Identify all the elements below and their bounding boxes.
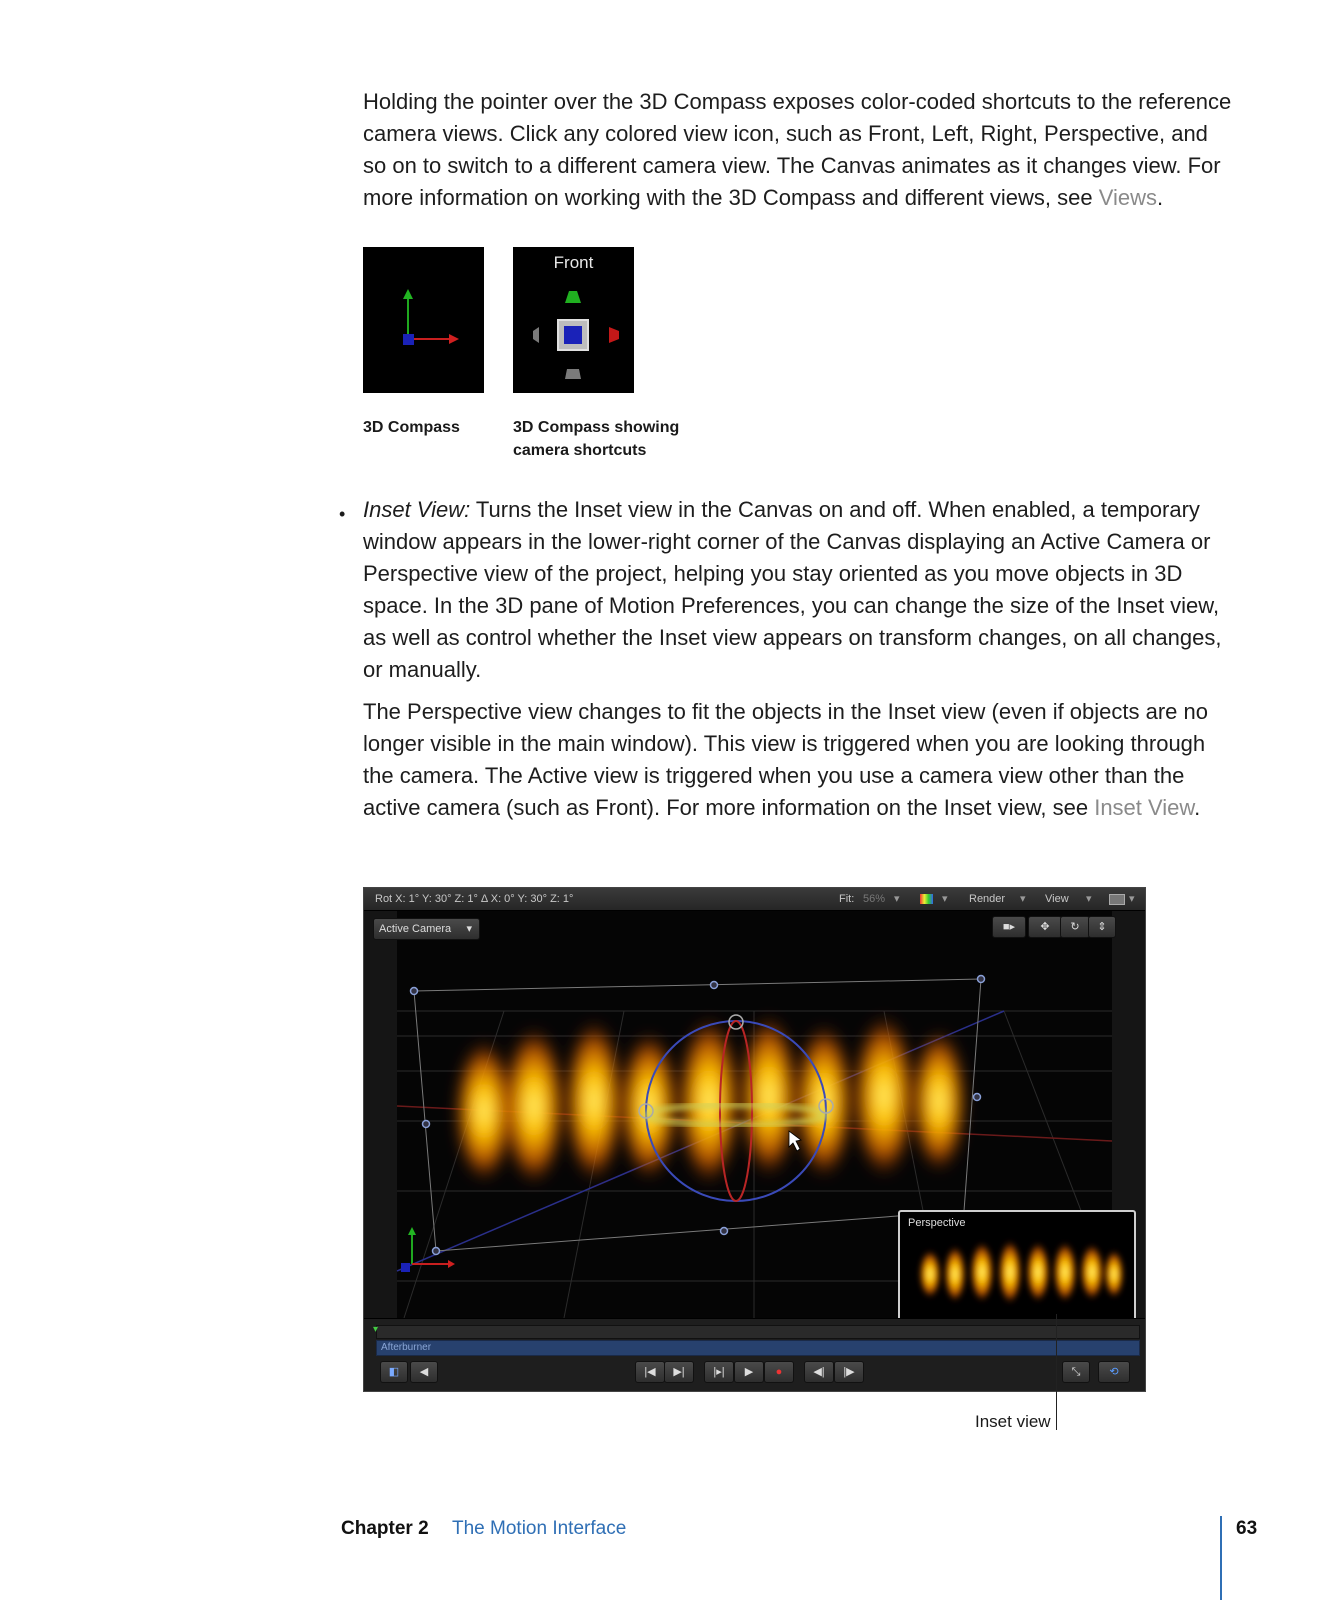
- bullet-term: Inset View:: [363, 497, 471, 522]
- front-label: Front: [553, 253, 594, 272]
- camera-menu[interactable]: Active Camera ▾: [373, 918, 480, 940]
- right-view-icon[interactable]: [609, 327, 619, 343]
- render-menu[interactable]: Render: [969, 893, 1006, 905]
- camera-dropdown-icon: ▾: [466, 923, 472, 935]
- inset-callout-line: [1056, 1314, 1057, 1430]
- fullscreen-icon[interactable]: ⤡: [1062, 1361, 1090, 1383]
- layout-icon[interactable]: [1109, 894, 1125, 905]
- fit-dropdown-icon[interactable]: ▾: [894, 893, 900, 905]
- para2-text: The Perspective view changes to fit the objects in the Inset view (even if objects are no longer visible in the main window). This view is triggered when you are looking through the camera. The Active view is triggered when you use a camera view other than the active camera (such as Front). For more information on the Inset view, see: [363, 699, 1209, 820]
- view-dropdown-icon[interactable]: ▾: [1086, 893, 1092, 905]
- step-frame-icon[interactable]: |▸|: [704, 1361, 734, 1383]
- view-menu[interactable]: View: [1045, 893, 1069, 905]
- clip-bar[interactable]: [376, 1340, 1140, 1356]
- audio-icon[interactable]: ◀: [410, 1361, 438, 1383]
- shortcuts-caption-2: camera shortcuts: [513, 442, 647, 459]
- playhead-icon[interactable]: ▾: [373, 1324, 379, 1335]
- left-view-icon[interactable]: [533, 327, 539, 343]
- pan-tool-icon[interactable]: ✥: [1028, 916, 1062, 938]
- playhead-track[interactable]: [373, 1324, 1140, 1339]
- previous-frame-icon[interactable]: ◀|: [804, 1361, 834, 1383]
- intro-paragraph: Holding the pointer over the 3D Compass exposes color-coded shortcuts to the reference camera views. Click any colored view icon, such as Front, Left, Right, Perspective, and so on to switch to a different camera view. The Canvas animates as it changes view. For more information on working with the 3D Compass and different views, see Views.: [363, 89, 1232, 210]
- mini-timeline: [364, 1318, 1145, 1392]
- bullet-marker: •: [339, 504, 346, 524]
- views-link[interactable]: Views: [1098, 185, 1158, 210]
- next-frame-icon[interactable]: |▶: [834, 1361, 864, 1383]
- record-icon[interactable]: ●: [764, 1361, 794, 1383]
- go-to-start-icon[interactable]: |◀: [635, 1361, 665, 1383]
- layout-dropdown-icon[interactable]: ▾: [1129, 893, 1135, 905]
- inset-view-callout: Inset view: [975, 1412, 1051, 1431]
- canvas-screenshot: [363, 887, 1146, 1392]
- loop-icon[interactable]: ⟲: [1098, 1361, 1130, 1383]
- shortcuts-caption-1: 3D Compass showing: [513, 419, 680, 436]
- go-to-end-icon[interactable]: ▶|: [664, 1361, 694, 1383]
- footer-chapter-title[interactable]: The Motion Interface: [452, 1518, 627, 1539]
- inset-view-label: Perspective: [908, 1217, 966, 1229]
- footer-chapter: Chapter 2: [341, 1518, 429, 1539]
- camera-tool-icon[interactable]: ■▸: [992, 916, 1026, 938]
- render-dropdown-icon[interactable]: ▾: [1020, 893, 1026, 905]
- compass-caption: 3D Compass: [363, 419, 460, 436]
- inset-view-link[interactable]: Inset View: [1094, 795, 1195, 820]
- clip-name: Afterburner: [381, 1342, 432, 1353]
- compass-shortcuts-image: [513, 247, 634, 393]
- canvas-status-bar: [364, 888, 1145, 911]
- bullet-text: Turns the Inset view in the Canvas on and off. When enabled, a temporary window appears in the lower-right corner of the Canvas displaying an Active Camera or Perspective view of the project, helping you stay oriented as you move objects in 3D space. In the 3D pane of Motion Preferences, you can change the size of the Inset view, as well as control whether the Inset view appears on transform changes, on all changes, or manually.: [363, 497, 1222, 682]
- intro-text: Holding the pointer over the 3D Compass exposes color-coded shortcuts to the reference camera views. Click any colored view icon, such as Front, Left, Right, Perspective, and so on to switch to a different camera view. The Canvas animates as it changes view. For more information on working with the 3D Compass and different views, see: [363, 89, 1232, 210]
- footer-divider: [1220, 1516, 1222, 1600]
- perspective-paragraph: The Perspective view changes to fit the objects in the Inset view (even if objects are no longer visible in the main window). This view is triggered when you are looking through the camera. The Active view is triggered when you use a camera view other than the active camera (such as Front). For more information on the Inset view, see Inset View.: [363, 699, 1209, 820]
- compass-image: [363, 247, 484, 393]
- channel-dropdown-icon[interactable]: ▾: [942, 893, 948, 905]
- orbit-tool-icon[interactable]: ↻: [1060, 916, 1090, 938]
- dolly-tool-icon[interactable]: ⇕: [1088, 916, 1116, 938]
- play-icon[interactable]: ▶: [734, 1361, 764, 1383]
- bottom-view-icon[interactable]: [565, 369, 581, 379]
- rotation-readout: Rot X: 1° Y: 30° Z: 1° Δ X: 0° Y: 30° Z: 1°: [375, 893, 574, 905]
- front-view-icon[interactable]: [565, 291, 581, 303]
- play-range-icon[interactable]: ◧: [380, 1361, 408, 1383]
- page-number: 63: [1236, 1518, 1258, 1539]
- fit-value[interactable]: 56%: [863, 893, 886, 905]
- color-channel-icon[interactable]: [920, 894, 933, 904]
- canvas-viewport[interactable]: [364, 911, 1145, 1318]
- inset-view-paragraph: [363, 494, 1233, 686]
- fit-label: Fit:: [839, 893, 855, 905]
